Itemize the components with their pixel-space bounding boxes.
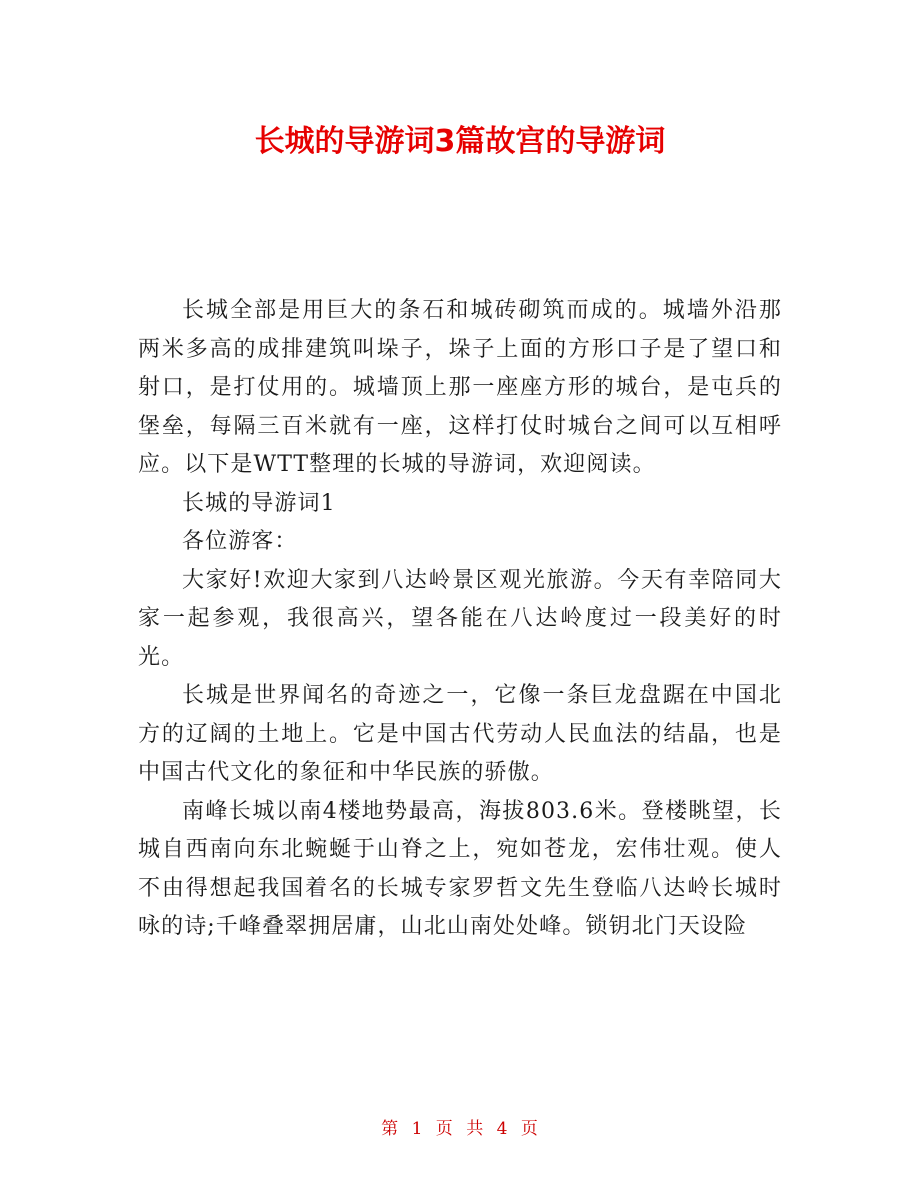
paragraph-welcome: 大家好!欢迎大家到八达岭景区观光旅游。今天有幸陪同大家一起参观，我很高兴，望各能在八达岭度过一段美好的时光。 xyxy=(138,567,782,670)
paragraph-greeting: 各位游客： xyxy=(182,529,298,554)
section-heading: 长城的导游词1 xyxy=(182,490,336,516)
paragraph-wonder: 长城是世界闻名的奇迹之一，它像一条巨龙盘踞在中国北方的辽阔的土地上。它是中国古代劳动人民血法的结晶，也是中国古代文化的象征和中华民族的骄傲。 xyxy=(138,683,782,785)
paragraph-south-peak: 南峰长城以南4楼地势最高，海拔803.6米。登楼眺望，长城自西南向东北蜿蜒于山脊之上，宛如苍龙，宏伟壮观。使人不由得想起我国着名的长城专家罗哲文先生登临八达岭长城时咏的诗;千峰叠翠拥居庸，山北山南处处峰。锁钥北门天设险 xyxy=(138,798,782,939)
paragraph-intro: 长城全部是用巨大的条石和城砖砌筑而成的。城墙外沿那两米多高的成排建筑叫垛子，垛子上面的方形口子是了望口和射口，是打仗用的。城墙顶上那一座座方形的城台，是屯兵的堡垒，每隔三百米就有一座，这样打仗时城台之间可以互相呼应。以下是WTT整理的长城的导游词，欢迎阅读。 xyxy=(138,298,782,477)
document-title: 长城的导游词3篇故宫的导游词 xyxy=(254,124,666,159)
page-number-footer: 第 1 页 共 4 页 xyxy=(381,1119,539,1139)
document-body xyxy=(138,292,782,947)
